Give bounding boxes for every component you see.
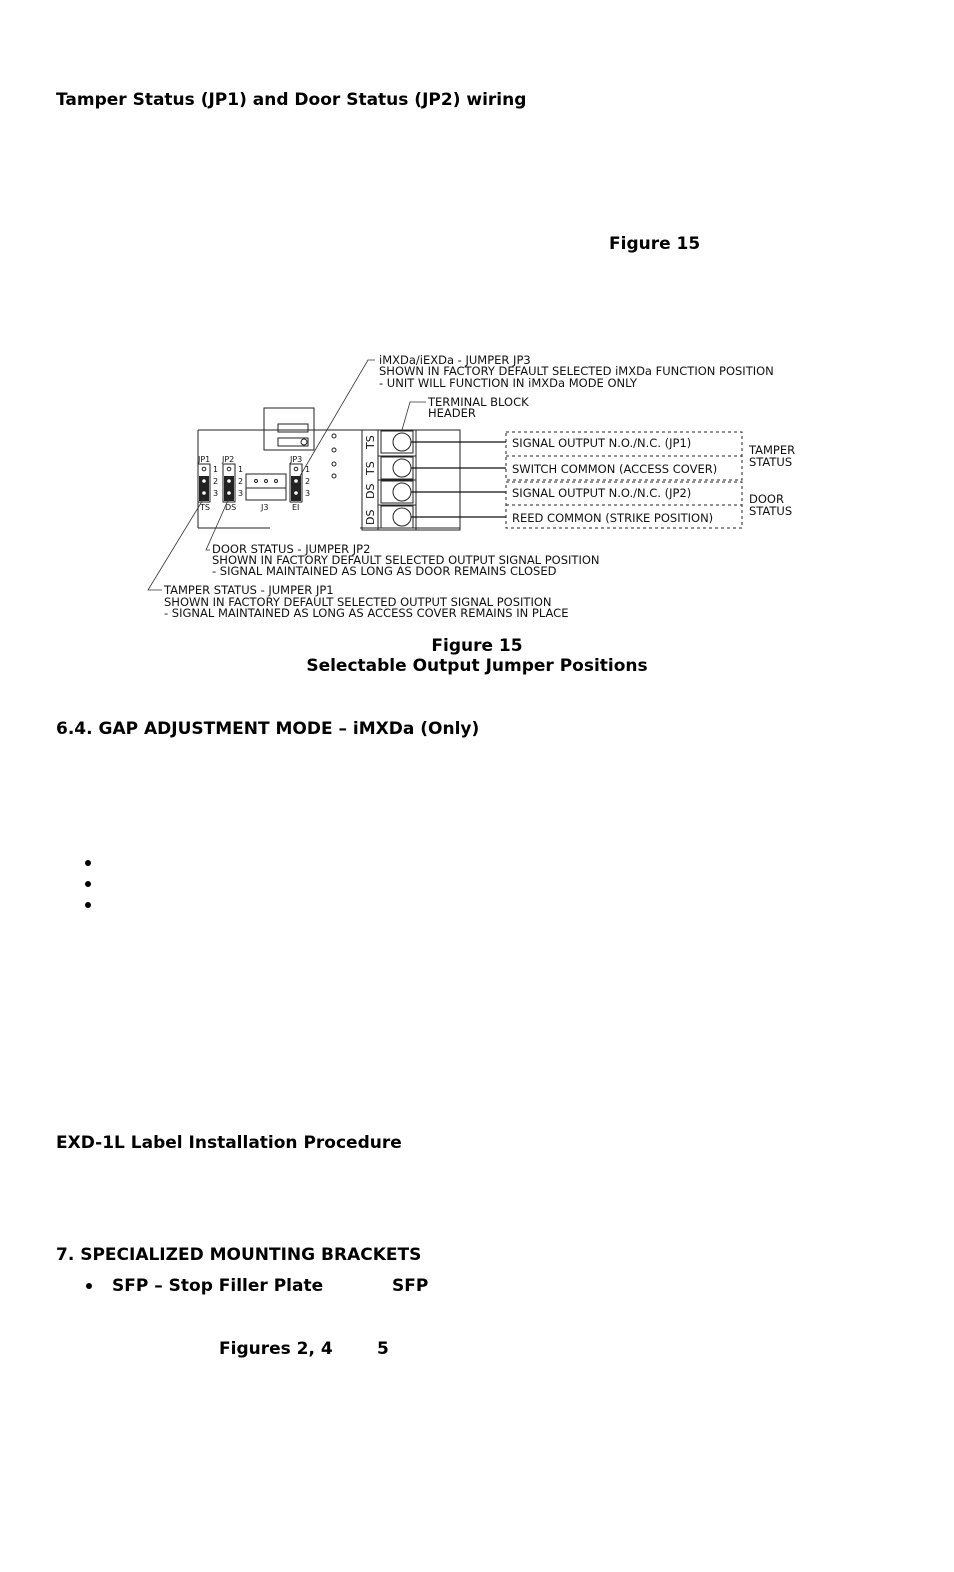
bullet-1 <box>85 860 91 866</box>
label-reed-common: REED COMMON (STRIKE POSITION) <box>512 511 714 525</box>
jumper-positions-diagram <box>140 348 820 628</box>
pin-3-jp2: 3 <box>238 489 244 498</box>
label-ei: EI <box>292 503 300 512</box>
heading-tamper-door-wiring: Tamper Status (JP1) and Door Status (JP2) wiring <box>56 90 527 110</box>
bullet-sfp <box>86 1283 92 1289</box>
pin-2-jp1: 2 <box>213 477 219 486</box>
label-signal-output-jp1: SIGNAL OUTPUT N.O./N.C. (JP1) <box>512 436 692 450</box>
heading-mounting-brackets: 7. SPECIALIZED MOUNTING BRACKETS <box>56 1245 422 1265</box>
figure-reference: Figure 15 <box>609 234 701 254</box>
jp2-line-3: - SIGNAL MAINTAINED AS LONG AS DOOR REMAINS CLOSED <box>212 564 557 578</box>
label-tamper-1: TAMPER <box>749 443 796 457</box>
label-ds-small: DS <box>225 503 237 512</box>
label-jp3: JP3 <box>290 455 303 464</box>
pin-1-jp1: 1 <box>213 465 219 474</box>
pin-1-jp2: 1 <box>238 465 244 474</box>
heading-label-installation: EXD-1L Label Installation Procedure <box>56 1133 402 1153</box>
figure-title: Selectable Output Jumper Positions <box>306 656 648 676</box>
pin-3-jp1: 3 <box>213 489 219 498</box>
pin-1-jp3: 1 <box>305 465 311 474</box>
jp3-line-2: SHOWN IN FACTORY DEFAULT SELECTED iMXDa FUNCTION POSITION <box>379 364 774 378</box>
jp3-line-3: - UNIT WILL FUNCTION IN iMXDa MODE ONLY <box>379 376 638 390</box>
bullet-3 <box>85 902 91 908</box>
label-tamper-2: STATUS <box>749 455 793 469</box>
terminal-ts-1: TS <box>364 435 377 449</box>
label-jp2: JP2 <box>222 455 235 464</box>
label-signal-output-jp2: SIGNAL OUTPUT N.O./N.C. (JP2) <box>512 486 692 500</box>
jp2-line-2: SHOWN IN FACTORY DEFAULT SELECTED OUTPUT SIGNAL POSITION <box>212 553 600 567</box>
jp2-line-1: DOOR STATUS - JUMPER JP2 <box>212 542 371 556</box>
label-j3: J3 <box>261 503 269 512</box>
label-ts-small: TS <box>200 503 210 512</box>
terminal-ds-1: DS <box>364 483 377 499</box>
bullet-2 <box>85 881 91 887</box>
figures-reference-a: Figures 2, 4 <box>219 1339 333 1359</box>
label-jp1: JP1 <box>198 455 211 464</box>
pin-2-jp3: 2 <box>305 477 311 486</box>
label-door-1: DOOR <box>749 492 784 506</box>
figures-reference-b: 5 <box>377 1339 389 1359</box>
pin-3-jp3: 3 <box>305 489 311 498</box>
jp3-line-1: iMXDa/iEXDa - JUMPER JP3 <box>379 353 531 367</box>
terminal-ts-2: TS <box>364 461 377 475</box>
terminal-block-line-1: TERMINAL BLOCK <box>428 395 529 409</box>
terminal-ds-2: DS <box>364 509 377 525</box>
label-door-2: STATUS <box>749 504 793 518</box>
figure-number: Figure 15 <box>431 636 523 656</box>
terminal-block-line-2: HEADER <box>428 406 476 420</box>
sfp-item-code: SFP <box>392 1276 429 1296</box>
pin-2-jp2: 2 <box>238 477 244 486</box>
jp1-line-1: TAMPER STATUS - JUMPER JP1 <box>164 583 334 597</box>
heading-gap-adjustment: 6.4. GAP ADJUSTMENT MODE – iMXDa (Only) <box>56 719 480 739</box>
label-switch-common: SWITCH COMMON (ACCESS COVER) <box>512 462 718 476</box>
sfp-item-label: SFP – Stop Filler Plate <box>112 1276 324 1296</box>
jp1-line-2: SHOWN IN FACTORY DEFAULT SELECTED OUTPUT SIGNAL POSITION <box>164 595 552 609</box>
jp1-line-3: - SIGNAL MAINTAINED AS LONG AS ACCESS COVER REMAINS IN PLACE <box>164 606 569 620</box>
